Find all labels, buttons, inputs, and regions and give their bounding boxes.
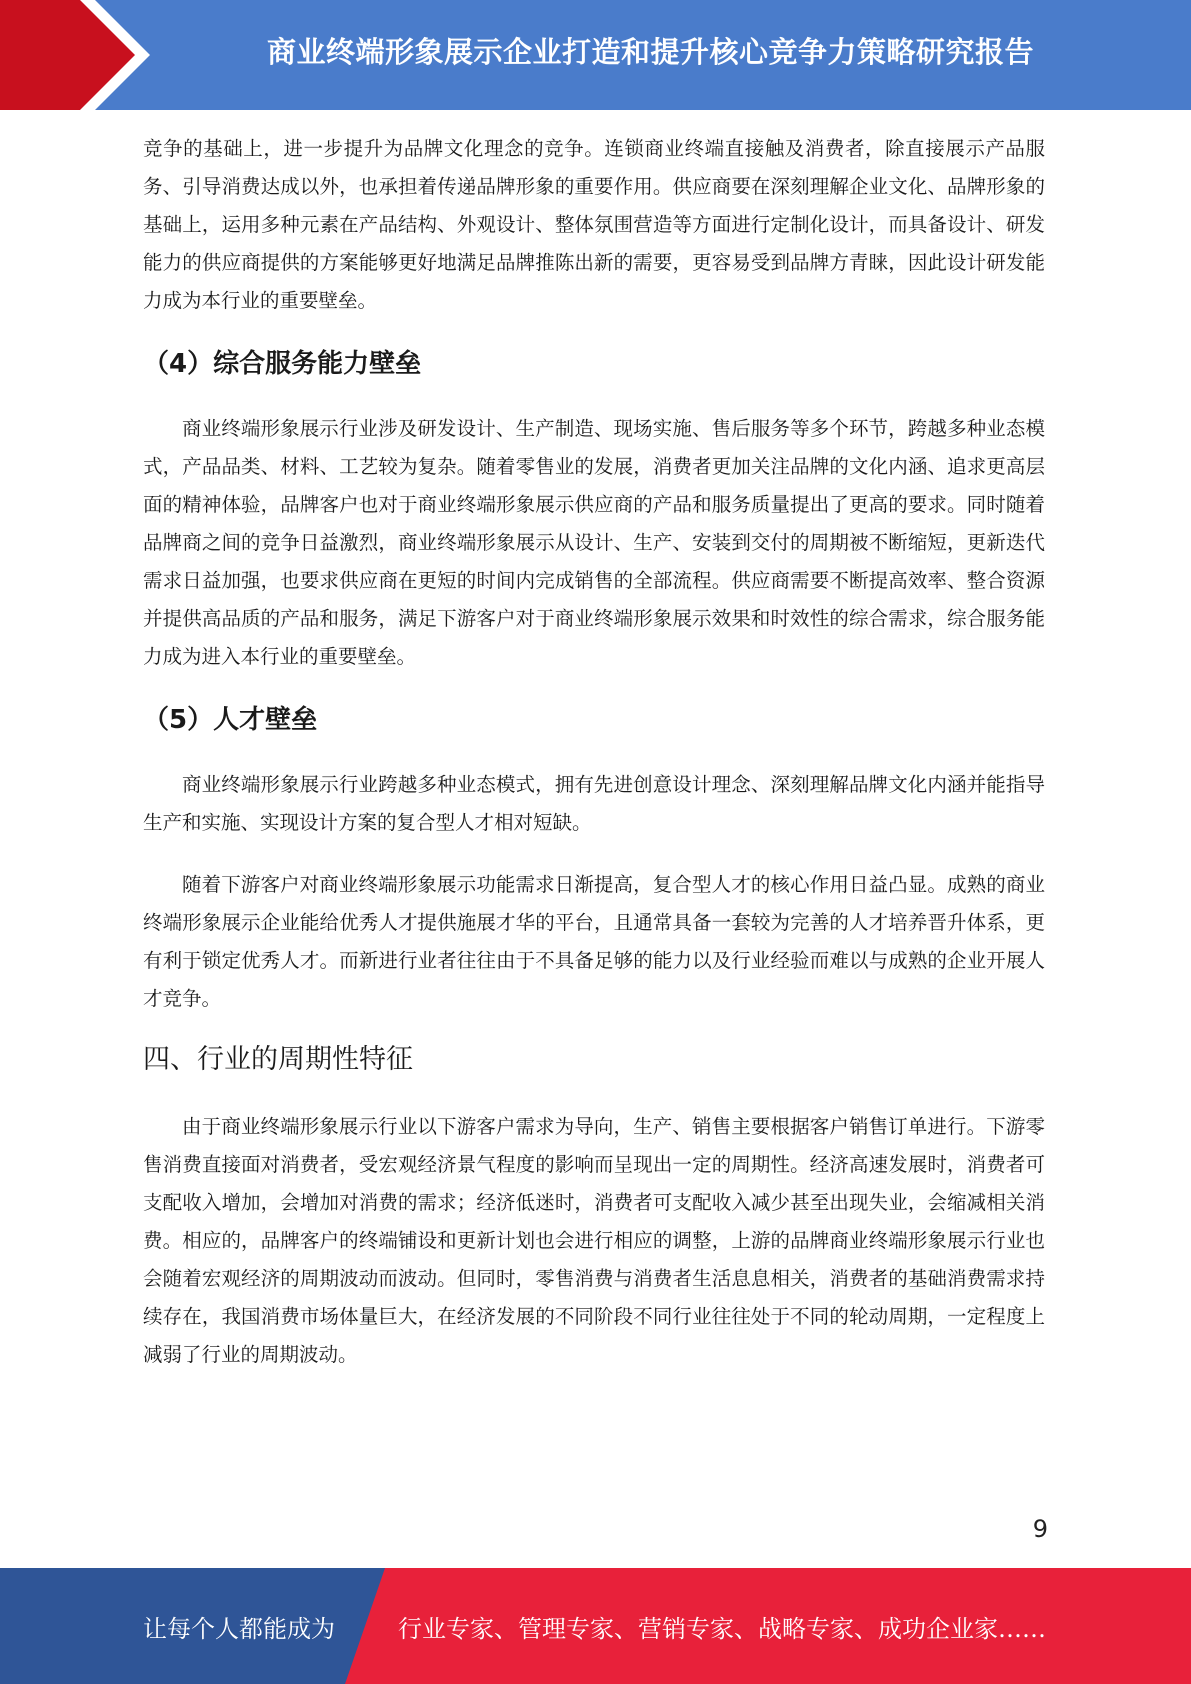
chapter-heading-cyclicality: 四、行业的周期性特征	[143, 1044, 413, 1075]
footer-slogan-right: 行业专家、管理专家、营销专家、战略专家、成功企业家……	[398, 1614, 1046, 1643]
header-arrow-decoration	[0, 0, 160, 110]
paragraph-talent-barrier-1: 商业终端形象展示行业跨越多种业态模式，拥有先进创意设计理念、深刻理解品牌文化内涵并能指导生产和实施、实现设计方案的复合型人才相对短缺。	[143, 773, 1045, 834]
section-heading-4: （4）综合服务能力壁垒	[143, 349, 422, 379]
header-banner	[0, 0, 1191, 110]
document-body	[143, 130, 1045, 1374]
page-number: 9	[1032, 1515, 1048, 1543]
section-heading-5: （5）人才壁垒	[143, 705, 318, 735]
footer-slogan-left: 让每个人都能成为	[143, 1614, 335, 1643]
paragraph-service-barrier: 商业终端形象展示行业涉及研发设计、生产制造、现场实施、售后服务等多个环节，跨越多种业态模式，产品品类、材料、工艺较为复杂。随着零售业的发展，消费者更加关注品牌的文化内涵、追求更高层面的精神体验，品牌客户也对于商业终端形象展示供应商的产品和服务质量提出了更高的要求。同时随着品牌商之间的竞争日益激烈，商业终端形象展示从设计、生产、安装到交付的周期被不断缩短，更新迭代需求日益加强，也要求供应商在更短的时间内完成销售的全部流程。供应商需要不断提高效率、整合资源并提供高品质的产品和服务，满足下游客户对于商业终端形象展示效果和时效性的综合需求，综合服务能力成为进入本行业的重要壁垒。	[143, 417, 1045, 668]
footer-banner	[0, 1568, 1191, 1684]
paragraph-intro: 竞争的基础上，进一步提升为品牌文化理念的竞争。连锁商业终端直接触及消费者，除直接展示产品服务、引导消费达成以外，也承担着传递品牌形象的重要作用。供应商要在深刻理解企业文化、品牌形象的基础上，运用多种元素在产品结构、外观设计、整体氛围营造等方面进行定制化设计，而具备设计、研发能力的供应商提供的方案能够更好地满足品牌推陈出新的需要，更容易受到品牌方青睐，因此设计研发能力成为本行业的重要壁垒。	[143, 137, 1045, 312]
report-title: 商业终端形象展示企业打造和提升核心竞争力策略研究报告	[266, 34, 1034, 69]
paragraph-cyclicality: 由于商业终端形象展示行业以下游客户需求为导向，生产、销售主要根据客户销售订单进行。下游零售消费直接面对消费者，受宏观经济景气程度的影响而呈现出一定的周期性。经济高速发展时，消费者可支配收入增加，会增加对消费的需求；经济低迷时，消费者可支配收入减少甚至出现失业，会缩减相关消费。相应的，品牌客户的终端铺设和更新计划也会进行相应的调整，上游的品牌商业终端形象展示行业也会随着宏观经济的周期波动而波动。但同时，零售消费与消费者生活息息相关，消费者的基础消费需求持续存在，我国消费市场体量巨大，在经济发展的不同阶段不同行业往往处于不同的轮动周期，一定程度上减弱了行业的周期波动。	[143, 1115, 1045, 1366]
paragraph-talent-barrier-2: 随着下游客户对商业终端形象展示功能需求日渐提高，复合型人才的核心作用日益凸显。成熟的商业终端形象展示企业能给优秀人才提供施展才华的平台，且通常具备一套较为完善的人才培养晋升体系，更有利于锁定优秀人才。而新进行业者往往由于不具备足够的能力以及行业经验而难以与成熟的企业开展人才竞争。	[143, 873, 1045, 1010]
